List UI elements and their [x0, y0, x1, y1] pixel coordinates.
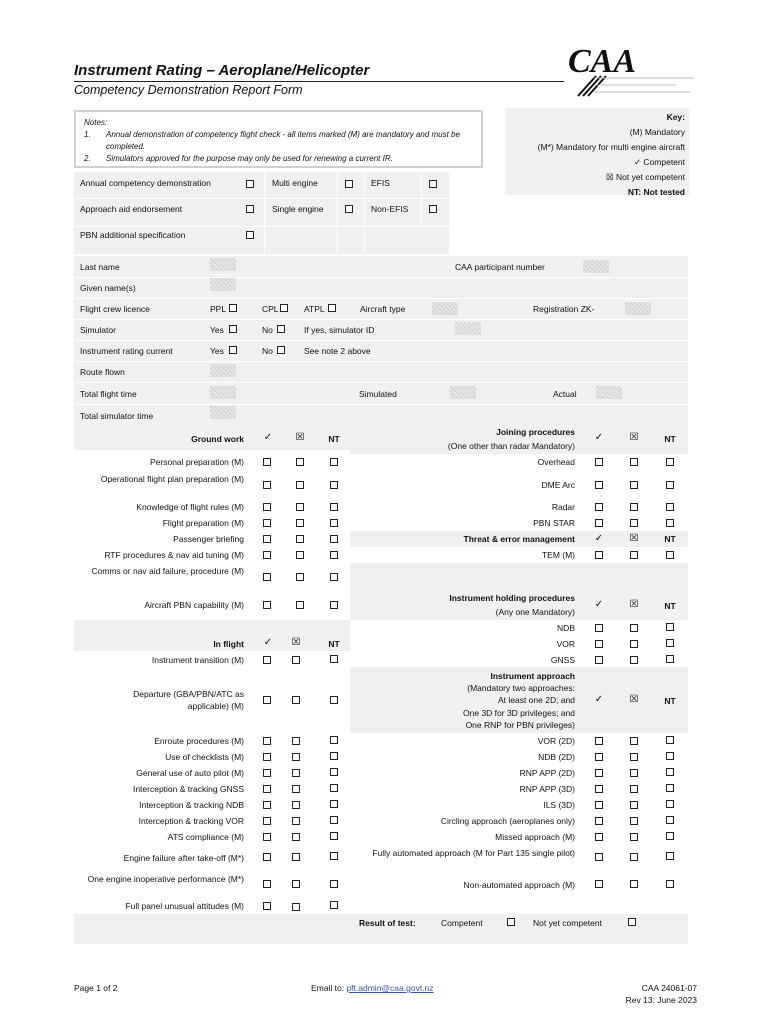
- participant-number-label: CAA participant number: [455, 262, 545, 272]
- inflight-11-nt[interactable]: [330, 880, 338, 888]
- note-2-number: 2.: [84, 154, 91, 163]
- threat-nt-header: NT: [664, 534, 676, 544]
- result-not-yet-checkbox[interactable]: [628, 918, 636, 926]
- total-sim-label: Total simulator time: [80, 411, 154, 421]
- actual-field[interactable]: [596, 386, 622, 399]
- inflight-12-nt[interactable]: [330, 901, 338, 909]
- ground-4-competent[interactable]: [263, 519, 271, 527]
- holding-competent-header: ✓: [594, 599, 604, 610]
- approach-8-nt[interactable]: [666, 852, 674, 860]
- approach-item-9: Non-automated approach (M): [463, 880, 575, 890]
- result-not-yet-label: Not yet competent: [533, 918, 602, 928]
- approach-item-4: RNP APP (3D): [519, 784, 575, 794]
- inflight-item-12: Full panel unusual attitudes (M): [125, 901, 244, 911]
- key-competent: ✓ Competent: [633, 157, 685, 167]
- joining-subheading: (One other than radar Mandatory): [447, 441, 575, 451]
- approach-4-not-competent[interactable]: [630, 785, 638, 793]
- inflight-8-competent[interactable]: [263, 817, 271, 825]
- single-engine-checkbox[interactable]: [345, 205, 353, 213]
- ground-8-competent[interactable]: [263, 601, 271, 609]
- ground-8-not-competent[interactable]: [296, 601, 304, 609]
- non-efis-checkbox[interactable]: [429, 205, 437, 213]
- inflight-3-competent[interactable]: [263, 737, 271, 745]
- ground-2-competent[interactable]: [263, 481, 271, 489]
- inflight-1-competent[interactable]: [263, 656, 271, 664]
- inflight-2-competent[interactable]: [263, 696, 271, 704]
- form-number: CAA 24061-07: [641, 983, 697, 993]
- inflight-4-nt[interactable]: [330, 752, 338, 760]
- joining-item-3: Radar: [551, 502, 575, 512]
- approach-aid-label: Approach aid endorsement: [80, 204, 183, 214]
- form-subtitle: Competency Demonstration Report Form: [74, 83, 303, 97]
- approach-5-nt[interactable]: [666, 800, 674, 808]
- key-mandatory-multi: (M*) Mandatory for multi engine aircraft: [537, 142, 685, 152]
- approach-9-nt[interactable]: [666, 880, 674, 888]
- page-number: Page 1 of 2: [74, 983, 118, 993]
- simulator-no-checkbox[interactable]: [277, 325, 285, 333]
- email-label: Email to:: [311, 983, 345, 993]
- form-title: Instrument Rating – Aeroplane/Helicopter: [74, 62, 370, 79]
- inflight-nt-header: NT: [328, 639, 340, 649]
- simulator-id-label: If yes, simulator ID: [304, 325, 375, 335]
- holding-2-nt[interactable]: [666, 639, 674, 647]
- multi-engine-label: Multi engine: [272, 178, 318, 188]
- tem-not-competent[interactable]: [630, 551, 638, 559]
- result-competent-label: Competent: [441, 918, 483, 928]
- holding-1-not-competent[interactable]: [630, 624, 638, 632]
- given-names-label: Given name(s): [80, 283, 136, 293]
- approach-item-2: NDB (2D): [538, 752, 575, 762]
- ground-1-not-competent[interactable]: [296, 458, 304, 466]
- ground-5-competent[interactable]: [263, 535, 271, 543]
- details-section: [74, 256, 688, 428]
- route-flown-label: Route flown: [80, 367, 125, 377]
- joining-4-not-competent[interactable]: [630, 519, 638, 527]
- ground-item-7: Comms or nav aid failure, procedure (M): [91, 566, 244, 576]
- inflight-6-not-competent[interactable]: [292, 785, 300, 793]
- simulated-field[interactable]: [450, 386, 476, 399]
- ir-current-yes-checkbox[interactable]: [229, 346, 237, 354]
- licence-label: Flight crew licence: [80, 304, 150, 314]
- approach-5-competent[interactable]: [595, 801, 603, 809]
- ground-1-competent[interactable]: [263, 458, 271, 466]
- ground-8-nt[interactable]: [330, 601, 338, 609]
- inflight-12-not-competent[interactable]: [292, 903, 300, 911]
- inflight-7-not-competent[interactable]: [292, 801, 300, 809]
- holding-3-competent[interactable]: [595, 656, 603, 664]
- joining-item-4: PBN STAR: [533, 518, 575, 528]
- cpl-label: CPL: [262, 304, 279, 314]
- holding-1-competent[interactable]: [595, 624, 603, 632]
- registration-field[interactable]: [625, 302, 651, 315]
- approach-6-not-competent[interactable]: [630, 817, 638, 825]
- approach-6-competent[interactable]: [595, 817, 603, 825]
- approach-1-not-competent[interactable]: [630, 737, 638, 745]
- inflight-6-competent[interactable]: [263, 785, 271, 793]
- pbn-spec-checkbox[interactable]: [246, 231, 254, 239]
- approach-6-nt[interactable]: [666, 816, 674, 824]
- ground-5-nt[interactable]: [330, 535, 338, 543]
- tem-nt[interactable]: [666, 551, 674, 559]
- holding-3-nt[interactable]: [666, 655, 674, 663]
- ppl-label: PPL: [210, 304, 227, 314]
- ground-4-nt[interactable]: [330, 519, 338, 527]
- holding-not-competent-header: ☒: [629, 599, 639, 610]
- inflight-5-competent[interactable]: [263, 769, 271, 777]
- key-not-tested: NT: Not tested: [627, 187, 685, 197]
- joining-competent-header: ✓: [594, 432, 604, 443]
- inflight-8-nt[interactable]: [330, 816, 338, 824]
- approach-item-3: RNP APP (2D): [519, 768, 575, 778]
- approach-7-nt[interactable]: [666, 832, 674, 840]
- approach-3-nt[interactable]: [666, 768, 674, 776]
- ppl-checkbox[interactable]: [229, 304, 237, 312]
- approach-4-nt[interactable]: [666, 784, 674, 792]
- total-flight-label: Total flight time: [80, 389, 137, 399]
- single-engine-label: Single engine: [272, 204, 324, 214]
- inflight-item-7: Interception & tracking NDB: [139, 800, 244, 810]
- joining-2-not-competent[interactable]: [630, 481, 638, 489]
- approach-item-5: ILS (3D): [543, 800, 575, 810]
- atpl-label: ATPL: [304, 304, 325, 314]
- ground-not-competent-header: ☒: [295, 432, 305, 443]
- holding-item-1: NDB: [557, 623, 575, 633]
- simulated-label: Simulated: [359, 389, 397, 399]
- approach-7-not-competent[interactable]: [630, 833, 638, 841]
- approach-aid-checkbox[interactable]: [246, 205, 254, 213]
- annual-demo-label: Annual competency demonstration: [80, 178, 211, 188]
- ir-current-no-checkbox[interactable]: [277, 346, 285, 354]
- holding-2-not-competent[interactable]: [630, 640, 638, 648]
- key-box: [505, 108, 689, 195]
- holding-nt-header: NT: [664, 601, 676, 611]
- inflight-12-competent[interactable]: [263, 902, 271, 910]
- ground-4-not-competent[interactable]: [296, 519, 304, 527]
- inflight-not-competent-header: ☒: [291, 637, 301, 648]
- tem-competent[interactable]: [595, 551, 603, 559]
- inflight-4-not-competent[interactable]: [292, 753, 300, 761]
- inflight-11-competent[interactable]: [263, 880, 271, 888]
- inflight-item-5: General use of auto pilot (M): [136, 768, 244, 778]
- multi-engine-checkbox[interactable]: [345, 180, 353, 188]
- approach-5-not-competent[interactable]: [630, 801, 638, 809]
- inflight-2-not-competent[interactable]: [292, 696, 300, 704]
- inflight-7-nt[interactable]: [330, 800, 338, 808]
- cpl-checkbox[interactable]: [280, 304, 288, 312]
- inflight-5-not-competent[interactable]: [292, 769, 300, 777]
- ground-1-nt[interactable]: [330, 458, 338, 466]
- approach-2-nt[interactable]: [666, 752, 674, 760]
- holding-heading: Instrument holding procedures: [449, 593, 575, 603]
- route-flown-field[interactable]: [210, 364, 236, 377]
- joining-4-competent[interactable]: [595, 519, 603, 527]
- approach-item-1: VOR (2D): [537, 736, 575, 746]
- approach-3-not-competent[interactable]: [630, 769, 638, 777]
- inflight-8-not-competent[interactable]: [292, 817, 300, 825]
- approach-8-competent[interactable]: [595, 853, 603, 861]
- note-1-text: Annual demonstration of competency flight check - all items marked (M) are mandatory and must be completed.: [106, 130, 460, 151]
- ground-item-4: Flight preparation (M): [162, 518, 244, 528]
- holding-subheading: (Any one Mandatory): [495, 607, 575, 617]
- approach-7-competent[interactable]: [595, 833, 603, 841]
- ground-item-2: Operational flight plan preparation (M): [100, 474, 244, 484]
- joining-item-2: DME Arc: [541, 480, 575, 490]
- ground-work-heading: Ground work: [191, 434, 244, 444]
- inflight-item-2: Departure (GBA/PBN/ATC as applicable) (M): [133, 689, 244, 711]
- simulator-no-label: No: [262, 325, 273, 335]
- ground-item-1: Personal preparation (M): [149, 457, 244, 467]
- joining-2-competent[interactable]: [595, 481, 603, 489]
- approach-item-8: Fully automated approach (M for Part 135 single pilot): [372, 848, 575, 858]
- result-label: Result of test:: [359, 918, 416, 928]
- atpl-checkbox[interactable]: [328, 304, 336, 312]
- last-name-label: Last name: [80, 262, 120, 272]
- annual-demo-checkbox[interactable]: [246, 180, 254, 188]
- key-not-competent: ☒ Not yet competent: [606, 172, 685, 182]
- total-sim-field[interactable]: [210, 406, 236, 419]
- holding-1-nt[interactable]: [666, 623, 674, 631]
- title-divider: [74, 81, 564, 82]
- inflight-item-11: One engine inoperative performance (M*): [87, 874, 244, 884]
- inflight-item-6: Interception & tracking GNSS: [132, 784, 244, 794]
- inflight-7-competent[interactable]: [263, 801, 271, 809]
- approach-9-not-competent[interactable]: [630, 880, 638, 888]
- approach-2-competent[interactable]: [595, 753, 603, 761]
- ir-current-label: Instrument rating current: [80, 346, 173, 356]
- approach-sub-3: One 3D for 3D privileges; and: [463, 708, 575, 718]
- approach-item-7: Missed approach (M): [495, 832, 575, 842]
- inflight-item-10: Engine failure after take-off (M*): [123, 853, 244, 863]
- ground-6-not-competent[interactable]: [296, 551, 304, 559]
- ir-current-yes-label: Yes: [210, 346, 224, 356]
- result-competent-checkbox[interactable]: [507, 918, 515, 926]
- email-link[interactable]: pft.admin@caa.govt.nz: [346, 983, 434, 993]
- joining-1-not-competent[interactable]: [630, 458, 638, 466]
- ground-item-6: RTF procedures & nav aid tuning (M): [104, 550, 244, 560]
- joining-not-competent-header: ☒: [629, 432, 639, 443]
- see-note-label: See note 2 above: [304, 346, 371, 356]
- threat-not-competent-header: ☒: [629, 533, 639, 544]
- joining-heading: Joining procedures: [496, 427, 575, 437]
- approach-2-not-competent[interactable]: [630, 753, 638, 761]
- holding-3-not-competent[interactable]: [630, 656, 638, 664]
- ir-current-no-label: No: [262, 346, 273, 356]
- caa-logo-text: CAA: [568, 43, 637, 80]
- inflight-item-1: Instrument transition (M): [151, 655, 244, 665]
- threat-heading: Threat & error management: [463, 534, 575, 544]
- participant-number-field[interactable]: [583, 260, 609, 273]
- inflight-item-3: Enroute procedures (M): [154, 736, 244, 746]
- ground-3-competent[interactable]: [263, 503, 271, 511]
- joining-3-not-competent[interactable]: [630, 503, 638, 511]
- approach-not-competent-header: ☒: [629, 694, 639, 705]
- inflight-2-nt[interactable]: [330, 696, 338, 704]
- ground-2-nt[interactable]: [330, 481, 338, 489]
- ground-3-not-competent[interactable]: [296, 503, 304, 511]
- joining-2-nt[interactable]: [666, 481, 674, 489]
- approach-nt-header: NT: [664, 696, 676, 706]
- inflight-3-not-competent[interactable]: [292, 737, 300, 745]
- joining-1-competent[interactable]: [595, 458, 603, 466]
- joining-3-nt[interactable]: [666, 503, 674, 511]
- total-flight-field[interactable]: [210, 386, 236, 399]
- approach-competent-header: ✓: [594, 694, 604, 705]
- revision: Rev 13: June 2023: [625, 995, 697, 1005]
- approach-sub-2: At least one 2D; and: [497, 695, 575, 705]
- inflight-11-not-competent[interactable]: [292, 880, 300, 888]
- ground-item-8: Aircraft PBN capability (M): [144, 600, 244, 610]
- caa-logo: [566, 38, 696, 98]
- inflight-10-competent[interactable]: [263, 853, 271, 861]
- holding-item-2: VOR: [556, 639, 575, 649]
- simulator-label: Simulator: [80, 325, 116, 335]
- simulator-yes-checkbox[interactable]: [229, 325, 237, 333]
- footer-email: [311, 983, 434, 993]
- holding-item-3: GNSS: [550, 655, 575, 665]
- inflight-item-9: ATS compliance (M): [167, 832, 244, 842]
- ground-item-3: Knowledge of flight rules (M): [136, 502, 244, 512]
- given-names-field[interactable]: [210, 278, 236, 291]
- inflight-1-nt[interactable]: [330, 655, 338, 663]
- inflight-1-not-competent[interactable]: [292, 656, 300, 664]
- approach-heading: Instrument approach: [490, 671, 575, 681]
- note-1-number: 1.: [84, 130, 91, 139]
- inflight-10-nt[interactable]: [330, 852, 338, 860]
- inflight-9-not-competent[interactable]: [292, 833, 300, 841]
- ground-2-not-competent[interactable]: [296, 481, 304, 489]
- joining-nt-header: NT: [664, 434, 676, 444]
- ground-nt-header: NT: [328, 434, 340, 444]
- joining-1-nt[interactable]: [666, 458, 674, 466]
- inflight-9-nt[interactable]: [330, 832, 338, 840]
- efis-label: EFIS: [371, 178, 390, 188]
- inflight-6-nt[interactable]: [330, 784, 338, 792]
- ground-item-5: Passenger briefing: [173, 534, 244, 544]
- ground-7-not-competent[interactable]: [296, 573, 304, 581]
- notes-box: [74, 110, 483, 168]
- approach-item-6: Circling approach (aeroplanes only): [440, 816, 575, 826]
- joining-4-nt[interactable]: [666, 519, 674, 527]
- last-name-field[interactable]: [210, 258, 236, 271]
- aircraft-type-field[interactable]: [432, 302, 458, 315]
- registration-label: Registration ZK-: [533, 304, 595, 314]
- inflight-item-8: Interception & tracking VOR: [138, 816, 244, 826]
- key-heading: Key:: [666, 112, 685, 122]
- efis-checkbox[interactable]: [429, 180, 437, 188]
- simulator-id-field[interactable]: [455, 322, 481, 335]
- ground-6-competent[interactable]: [263, 551, 271, 559]
- ground-7-nt[interactable]: [330, 573, 338, 581]
- ground-7-competent[interactable]: [263, 573, 271, 581]
- non-efis-label: Non-EFIS: [371, 204, 409, 214]
- joining-item-1: Overhead: [537, 457, 575, 467]
- threat-competent-header: ✓: [594, 533, 604, 544]
- approach-1-competent[interactable]: [595, 737, 603, 745]
- notes-heading: Notes:: [84, 118, 108, 127]
- inflight-9-competent[interactable]: [263, 833, 271, 841]
- inflight-10-not-competent[interactable]: [292, 853, 300, 861]
- inflight-item-4: Use of checklists (M): [165, 752, 244, 762]
- joining-3-competent[interactable]: [595, 503, 603, 511]
- ground-3-nt[interactable]: [330, 503, 338, 511]
- actual-label: Actual: [553, 389, 577, 399]
- threat-item-1: TEM (M): [541, 550, 575, 560]
- ground-6-nt[interactable]: [330, 551, 338, 559]
- approach-9-competent[interactable]: [595, 880, 603, 888]
- key-mandatory: (M) Mandatory: [629, 127, 685, 137]
- inflight-3-nt[interactable]: [330, 736, 338, 744]
- ground-competent-header: ✓: [263, 432, 273, 443]
- approach-4-competent[interactable]: [595, 785, 603, 793]
- approach-3-competent[interactable]: [595, 769, 603, 777]
- ground-5-not-competent[interactable]: [296, 535, 304, 543]
- aircraft-type-label: Aircraft type: [360, 304, 406, 314]
- approach-1-nt[interactable]: [666, 736, 674, 744]
- inflight-competent-header: ✓: [263, 637, 273, 648]
- inflight-heading: In flight: [213, 639, 244, 649]
- inflight-5-nt[interactable]: [330, 768, 338, 776]
- note-2-text: Simulators approved for the purpose may only be used for renewing a current IR.: [106, 154, 393, 163]
- pbn-spec-label: PBN additional specification: [80, 230, 186, 240]
- approach-sub-1: (Mandatory two approaches:: [467, 683, 575, 693]
- holding-2-competent[interactable]: [595, 640, 603, 648]
- approach-sub-4: One RNP for PBN privileges): [465, 720, 575, 730]
- inflight-4-competent[interactable]: [263, 753, 271, 761]
- simulator-yes-label: Yes: [210, 325, 224, 335]
- approach-8-not-competent[interactable]: [630, 853, 638, 861]
